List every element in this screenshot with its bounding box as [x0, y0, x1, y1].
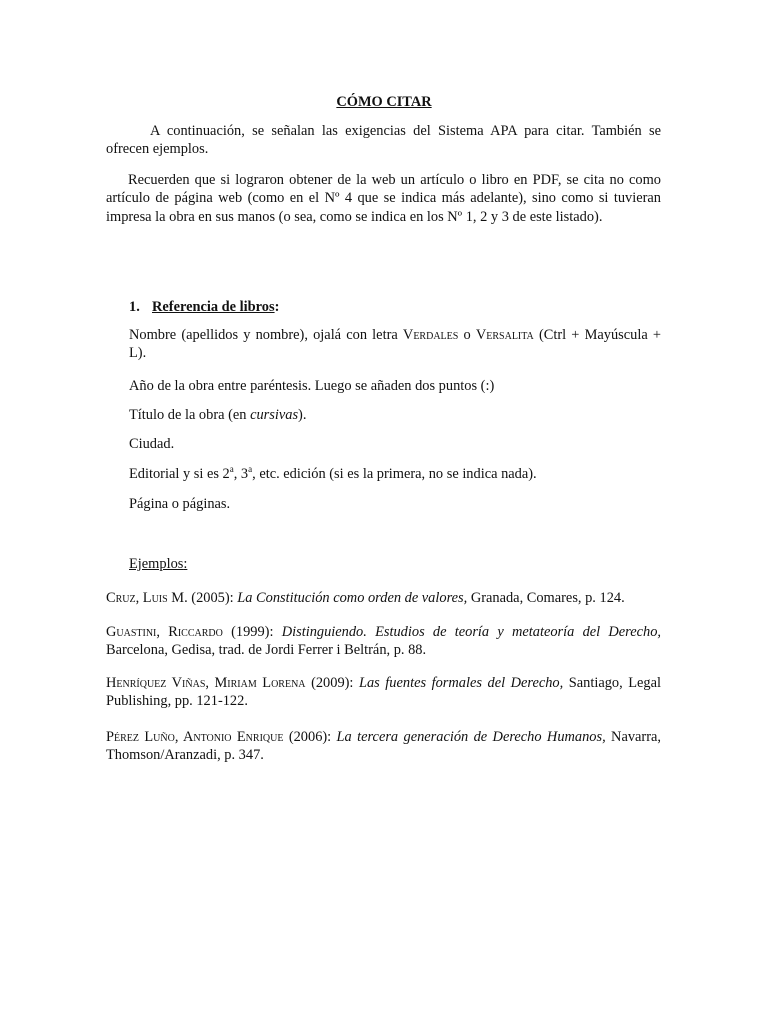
item-text: o — [458, 327, 476, 343]
reference-author: Pérez Luño, Antonio Enrique — [106, 729, 284, 745]
reference-work-title: La tercera generación de Derecho Humanos, — [336, 729, 606, 745]
intro-paragraph-2: Recuerden que si lograron obtener de la web un artículo o libro en PDF, se cita no como artículo de página web (como en el Nº 4 que se indica más adelante), sino como si tuvieran impresa la obra en sus manos (o sea, como se indica en los Nº 1, 2 y 3 de este listado). — [106, 172, 661, 225]
item-text: , 3 — [233, 466, 249, 482]
list-item-pagina: Página o páginas. — [129, 496, 231, 512]
reference-author: Guastini, Riccardo — [106, 624, 223, 640]
item-italic: cursivas — [250, 407, 299, 423]
list-item-nombre — [129, 326, 661, 363]
reference-year: (2005): — [187, 590, 238, 606]
item-text: Título de la obra (en — [129, 407, 251, 423]
reference-work-title: La Constitución como orden de valores, — [237, 590, 468, 606]
item-text: Editorial y si es 2 — [129, 466, 230, 482]
reference-entry — [106, 589, 661, 607]
item-superscript: a — [229, 464, 234, 475]
item-smallcaps: Verdales — [402, 327, 459, 343]
list-item-titulo — [129, 406, 661, 424]
item-text: Nombre (apellidos y nombre), ojalá con letra — [129, 327, 403, 343]
reference-publisher: Barcelona, Gedisa, trad. de Jordi Ferrer i Beltrán, p. 88. — [106, 642, 427, 659]
section-number: 1. — [129, 299, 140, 315]
reference-publisher: Navarra, Thomson/Aranzadi, p. 347. — [106, 729, 661, 764]
item-smallcaps: Versalita — [475, 327, 534, 343]
section-heading-label: Referencia de libros — [152, 299, 275, 315]
section-heading-colon: : — [274, 299, 280, 315]
item-text: , etc. edición (si es la primera, no se indica nada). — [252, 466, 537, 482]
examples-heading-label: Ejemplos — [129, 556, 184, 572]
intro-paragraph-1: A continuación, se señalan las exigencias del Sistema APA para citar. También se ofrecen ejemplos. — [106, 123, 661, 158]
reference-entry — [106, 623, 661, 660]
reference-author: Cruz, Luis M. — [106, 590, 188, 606]
examples-heading — [129, 555, 187, 573]
page-title: CÓMO CITAR — [336, 94, 432, 110]
reference-author: Henríquez Viñas, Miriam Lorena — [106, 675, 306, 691]
examples-heading-colon: : — [183, 556, 188, 572]
reference-entry — [106, 674, 661, 711]
item-text: (Ctrl + Mayúscula + L). — [129, 327, 661, 362]
reference-year: (1999): — [222, 624, 282, 640]
item-superscript: a — [248, 464, 253, 475]
reference-publisher: Santiago, Legal Publishing, pp. 121-122. — [106, 675, 661, 710]
list-item-anio: Año de la obra entre paréntesis. Luego se añaden dos puntos (:) — [129, 378, 495, 394]
list-item-ciudad: Ciudad. — [129, 436, 175, 452]
reference-year: (2009): — [305, 675, 359, 691]
section-heading — [129, 298, 279, 316]
reference-publisher: Granada, Comares, p. 124. — [467, 590, 625, 606]
item-text: ). — [298, 407, 307, 423]
list-item-editorial — [129, 465, 661, 483]
reference-entry — [106, 728, 661, 765]
reference-work-title: Las fuentes formales del Derecho, — [358, 675, 564, 691]
reference-year: (2006): — [283, 729, 337, 745]
reference-work-title: Distinguiendo. Estudios de teoría y metateoría del Derecho, — [281, 624, 662, 640]
